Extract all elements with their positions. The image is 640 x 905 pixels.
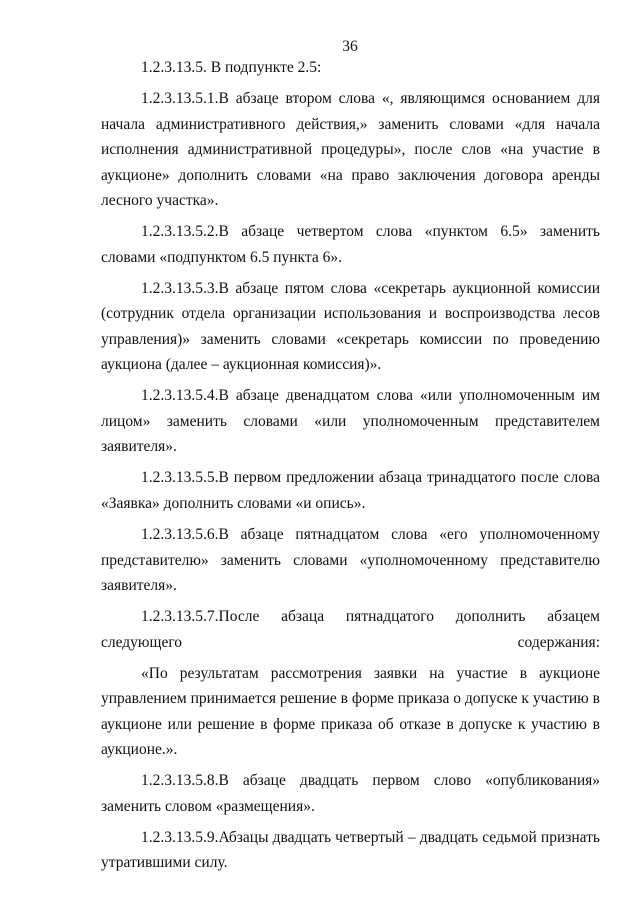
- paragraph-1-2-3-13-5-1: 1.2.3.13.5.1.В абзаце втором слова «, являющимся основанием для начала административного действия,» заменить словами «для начала исполнения административной процедуры», после слов «на участие в аукционе» дополнить словами «на право заключения договора аренды лесного участка».: [101, 90, 600, 210]
- document-body: [101, 55, 600, 882]
- paragraph-1-2-3-13-5-8: 1.2.3.13.5.8.В абзаце двадцать первом слово «опубликования» заменить словом «размещения».: [101, 772, 600, 815]
- paragraph-1-2-3-13-5-6: 1.2.3.13.5.6.В абзаце пятнадцатом слова «его уполномоченному представителю» заменить словами «уполномоченному представителю заявителя».: [101, 526, 600, 595]
- paragraph-1-2-3-13-5-9: 1.2.3.13.5.9.Абзацы двадцать четвертый – двадцать седьмой признать утратившими силу.: [101, 828, 600, 872]
- paragraph-1-2-3-13-5: 1.2.3.13.5. В подпункте 2.5:: [141, 59, 322, 76]
- paragraph-1-2-3-13-5-3: 1.2.3.13.5.3.В абзаце пятом слова «секретарь аукционной комиссии (сотрудник отдела организации использования и воспроизводства лесов управления)» заменить словами «секретарь комиссии по проведению аукциона (далее – аукционная комиссия)».: [101, 279, 600, 374]
- paragraph-quoted-insertion: «По результатам рассмотрения заявки на участие в аукционе управлением принимается решение в форме приказа о допуске к участию в аукционе или решение в форме приказа об отказе в допуске к участию в аукционе.».: [101, 664, 600, 759]
- paragraph-1-2-3-13-5-5: 1.2.3.13.5.5.В первом предложении абзаца тринадцатого после слова «Заявка» дополнить словами «и опись».: [101, 469, 600, 512]
- paragraph-1-2-3-13-5-4: 1.2.3.13.5.4.В абзаце двенадцатом слова «или уполномоченным им лицом» заменить словами «или уполномоченным представителем заявителя».: [101, 387, 600, 456]
- paragraph-1-2-3-13-5-2: 1.2.3.13.5.2.В абзаце четвертом слова «пунктом 6.5» заменить словами «подпунктом 6.5 пункта 6».: [101, 223, 600, 266]
- page-number: 36: [342, 38, 358, 55]
- paragraph-1-2-3-13-5-7: 1.2.3.13.5.7.После абзаца пятнадцатого дополнить абзацем следующего содержания:: [101, 608, 600, 651]
